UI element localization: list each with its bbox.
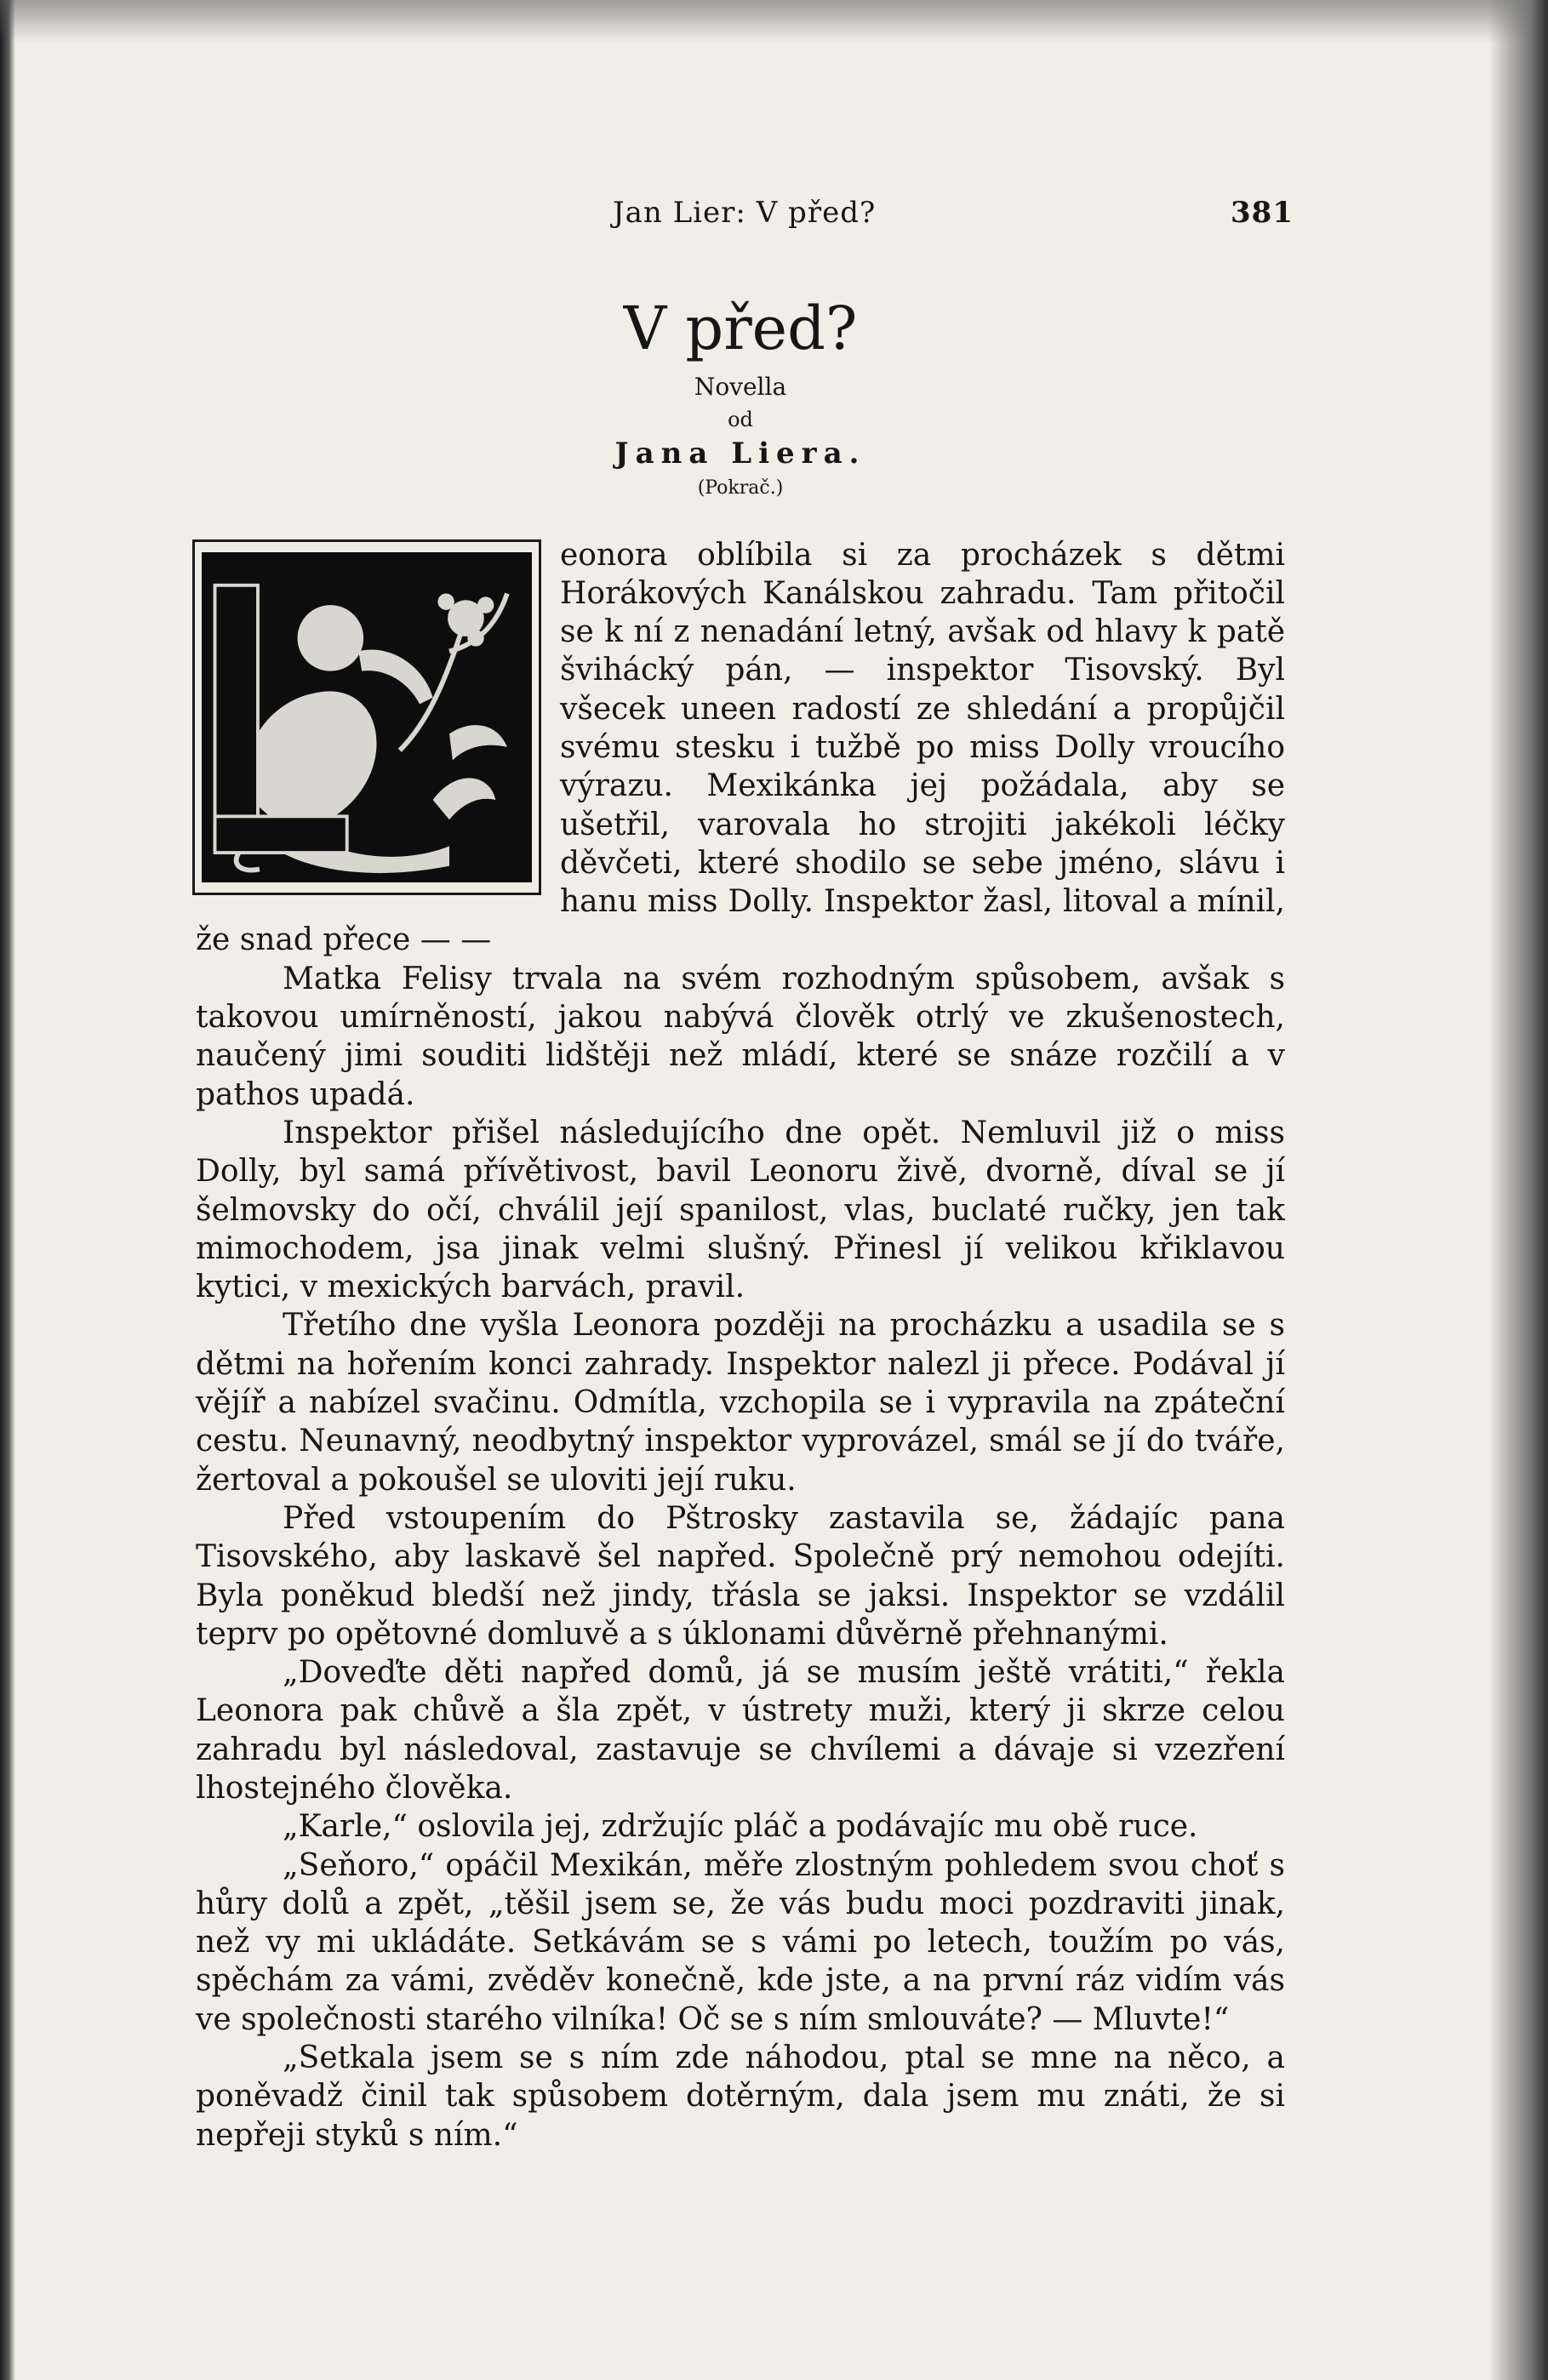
article-title: V před? bbox=[623, 294, 858, 363]
continued-note: (Pokrač.) bbox=[697, 477, 784, 499]
article-body bbox=[196, 536, 1285, 2155]
paragraph: „Setkala jsem se s ním zde náhodou, ptal se mne na něco, a poněvadž činil tak spůsobem dotěrným, dala jsem mu znáti, že si nepřeji styků s ním.“ bbox=[196, 2040, 1285, 2153]
running-title: Jan Lier: V před? bbox=[613, 196, 877, 230]
decorated-initial bbox=[192, 539, 541, 895]
scan-edge-left bbox=[0, 0, 15, 2380]
paragraph: Inspektor přišel následujícího dne opět. Nemluvil již o miss Dolly, byl samá přívětivost, bavil Leonoru živě, dvorně, díval se jí šelmovsky do očí, chválil její spanilost, vlas, buclaté ručky, jen tak mimochodem, jsa jinak velmi slušný. Přinesl jí velikou křiklavou kytici, v mexických barvách, pravil. bbox=[196, 1115, 1285, 1305]
scan-edge-right bbox=[1488, 0, 1548, 2380]
scan-edge-top bbox=[0, 0, 1548, 43]
byline-od: od bbox=[728, 407, 753, 431]
paragraph: Matka Felisy trvala na svém rozhodným spůsobem, avšak s takovou umírněností, jakou nabývá člověk otrlý ve zkušenostech, naučený jimi souditi lidštěji než mládí, které se snáze rozčilí a v pathos upadá. bbox=[196, 961, 1285, 1112]
paragraph: „Karle,“ oslovila jej, zdržujíc pláč a podávajíc mu obě ruce. bbox=[283, 1809, 1198, 1845]
paragraph: eonora oblíbila si za procházek s dětmi Horákových Kanálskou zahradu. Tam přitočil se k ní z nenadání letný, avšak od hlavy k patě švihácký pán, — inspektor Tisovský. Byl všecek uneen radostí ze shledání a propůjčil svému stesku i tužbě po miss Dolly vroucího výrazu. Mexikánka jej požádala, aby se ušetřil, varovala ho strojiti jakékoli léčky děvčeti, které shodilo se sebe jméno, slávu i hanu miss Dolly. Inspektor žasl, litoval a mínil, že snad přece — — bbox=[196, 537, 1285, 958]
article-subtitle: Novella bbox=[694, 372, 787, 401]
decorated-initial-illustration bbox=[202, 549, 532, 886]
book-page bbox=[196, 196, 1294, 2155]
paragraph: Třetího dne vyšla Leonora později na procházku a usadila se s dětmi na hořením konci zahrady. Inspektor nalezl ji přece. Podával jí vějíř a nabízel svačinu. Odmítla, vzchopila se i vypravila na zpáteční cestu. Neunavný, neodbytný inspektor vyprovázel, smál se jí do tváře, žertoval a pokoušel se uloviti její ruku. bbox=[196, 1308, 1285, 1498]
running-head bbox=[196, 196, 1294, 247]
paragraph: Před vstoupením do Pštrosky zastavila se, žádajíc pana Tisovského, aby laskavě šel napřed. Společně prý nemohou odejíti. Byla poněkud bledší než jindy, třásla se jaksi. Inspektor se vzdálil teprv po opětovné domluvě a s úklonami důvěrně přehnanými. bbox=[196, 1500, 1285, 1652]
paragraph: „Doveďte děti napřed domů, já se musím ještě vrátiti,“ řekla Leonora pak chůvě a šla zpět, v ústrety muži, který ji skrze celou zahradu byl následoval, zastavuje se chvílemi a dávaje si vzezření lhostejného člověka. bbox=[196, 1655, 1285, 1806]
paragraph: „Seňoro,“ opáčil Mexikán, měře zlostným pohledem svou choť s hůry dolů a zpět, „těšil jsem se, že vás budu moci pozdraviti jinak, než vy mi ukládáte. Setkávám se s vámi po letech, toužím po vás, spěchám za vámi, zvěděv konečně, kde jste, a na první ráz vidím vás ve společnosti starého vilníka! Oč se s ním smlouváte? — Mluvte!“ bbox=[196, 1847, 1285, 2037]
title-block bbox=[196, 294, 1285, 499]
page-number: 381 bbox=[1231, 196, 1294, 230]
article-author: Jana Liera. bbox=[614, 436, 866, 471]
